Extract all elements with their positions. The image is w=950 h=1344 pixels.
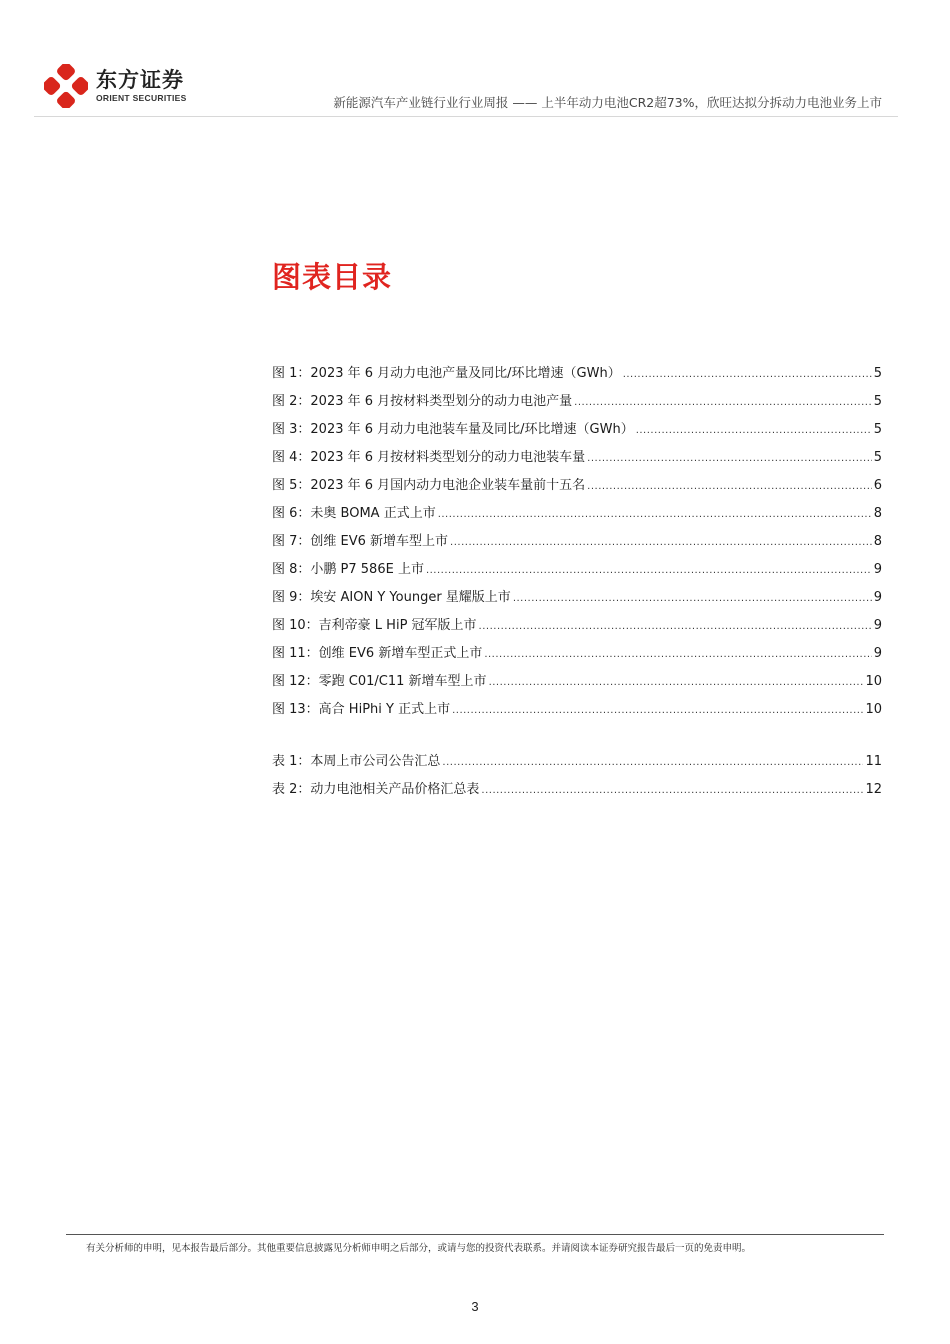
- toc-entry-figure-5[interactable]: [272, 474, 882, 502]
- toc-entry-label: 图 3：2023 年 6 月动力电池装车量及同比/环比增速（GWh）: [272, 422, 634, 437]
- toc-entry-page: 5: [873, 450, 882, 465]
- toc-entry-label: 图 8：小鹏 P7 586E 上市: [272, 562, 424, 577]
- toc-entry-label: 图 4：2023 年 6 月按材料类型划分的动力电池装车量: [272, 450, 586, 465]
- toc-entry-page: 9: [873, 562, 882, 577]
- report-title: 新能源汽车产业链行业行业周报 —— 上半年动力电池CR2超73%，欣旺达拟分拆动力电池业务上市: [333, 95, 882, 110]
- toc-entry-page: 10: [865, 702, 882, 717]
- toc-entry-label: 图 10：吉利帝豪 L HiP 冠军版上市: [272, 618, 477, 633]
- toc-entry-page: 8: [873, 534, 882, 549]
- toc-entry-page: 9: [873, 618, 882, 633]
- toc-entry-page: 8: [873, 506, 882, 521]
- orient-securities-logo-icon: [44, 64, 88, 108]
- footer-divider: [66, 1234, 884, 1235]
- dot-leader: [587, 481, 872, 492]
- table-list: [272, 750, 882, 806]
- dot-leader: [636, 425, 872, 436]
- toc-entry-label: 图 7：创维 EV6 新增车型上市: [272, 534, 449, 549]
- toc-entry-figure-9[interactable]: [272, 586, 882, 614]
- company-logo: [44, 64, 187, 108]
- toc-entry-figure-11[interactable]: [272, 642, 882, 670]
- toc-entry-table-2[interactable]: [272, 778, 882, 806]
- page-number: 3: [471, 1299, 479, 1314]
- toc-entry-figure-4[interactable]: [272, 446, 882, 474]
- toc-entry-label: 图 11：创维 EV6 新增车型正式上市: [272, 646, 483, 661]
- toc-entry-label: 图 1：2023 年 6 月动力电池产量及同比/环比增速（GWh）: [272, 366, 621, 381]
- toc-entry-figure-3[interactable]: [272, 418, 882, 446]
- toc-entry-label: 图 6：未奥 BOMA 正式上市: [272, 506, 436, 521]
- dot-leader: [438, 509, 872, 520]
- toc-entry-figure-13[interactable]: [272, 698, 882, 726]
- toc-entry-figure-1[interactable]: [272, 362, 882, 390]
- toc-entry-page: 12: [865, 782, 882, 797]
- toc-entry-page: 5: [873, 366, 882, 381]
- toc-heading: 图表目录: [272, 260, 393, 294]
- toc-entry-page: 6: [873, 478, 882, 493]
- dot-leader: [623, 369, 872, 380]
- logo-english-name: ORIENT SECURITIES: [96, 93, 187, 103]
- dot-leader: [452, 705, 863, 716]
- dot-leader: [484, 649, 871, 660]
- toc-entry-figure-6[interactable]: [272, 502, 882, 530]
- dot-leader: [587, 453, 872, 464]
- figure-list: [272, 362, 882, 726]
- dot-leader: [442, 757, 863, 768]
- dot-leader: [489, 677, 864, 688]
- toc-entry-figure-8[interactable]: [272, 558, 882, 586]
- toc-entry-page: 9: [873, 646, 882, 661]
- toc-entry-figure-12[interactable]: [272, 670, 882, 698]
- dot-leader: [481, 785, 863, 796]
- toc-entry-table-1[interactable]: [272, 750, 882, 778]
- dot-leader: [426, 565, 872, 576]
- logo-chinese-name: 东方证券: [96, 68, 184, 92]
- dot-leader: [479, 621, 872, 632]
- toc-entry-label: 表 2：动力电池相关产品价格汇总表: [272, 782, 480, 797]
- toc-entry-page: 10: [865, 674, 882, 689]
- toc-entry-figure-2[interactable]: [272, 390, 882, 418]
- toc-entry-figure-10[interactable]: [272, 614, 882, 642]
- toc-entry-label: 图 13：高合 HiPhi Y 正式上市: [272, 702, 451, 717]
- footer-disclaimer: 有关分析师的申明，见本报告最后部分。其他重要信息披露见分析师申明之后部分，或请与您的投资代表联系。并请阅读本证券研究报告最后一页的免责申明。: [86, 1243, 752, 1254]
- toc-entry-page: 5: [873, 394, 882, 409]
- toc-entry-label: 图 5：2023 年 6 月国内动力电池企业装车量前十五名: [272, 478, 586, 493]
- dot-leader: [574, 397, 872, 408]
- header-divider: [34, 116, 898, 117]
- toc-entry-page: 5: [873, 422, 882, 437]
- toc-entry-label: 图 9：埃安 AION Y Younger 星耀版上市: [272, 590, 511, 605]
- toc-entry-label: 图 12：零跑 C01/C11 新增车型上市: [272, 674, 487, 689]
- toc-entry-label: 表 1：本周上市公司公告汇总: [272, 754, 441, 769]
- toc-entry-label: 图 2：2023 年 6 月按材料类型划分的动力电池产量: [272, 394, 573, 409]
- toc-entry-figure-7[interactable]: [272, 530, 882, 558]
- dot-leader: [450, 537, 872, 548]
- toc-entry-page: 9: [873, 590, 882, 605]
- dot-leader: [513, 593, 872, 604]
- toc-entry-page: 11: [865, 754, 882, 769]
